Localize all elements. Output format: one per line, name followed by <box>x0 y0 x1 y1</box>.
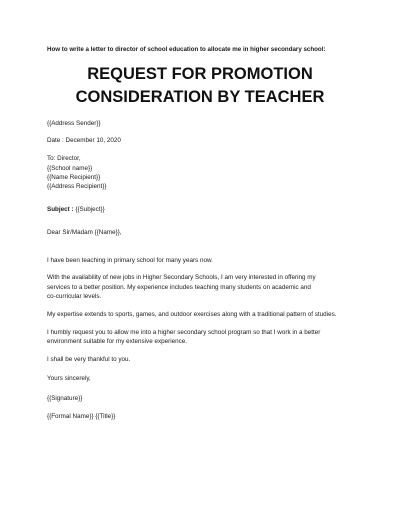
title-line-2: CONSIDERATION BY TEACHER <box>75 88 325 106</box>
recipient-address: {{Address Recipient}} <box>47 183 107 191</box>
address-sender: {{Address Sender}} <box>47 120 101 127</box>
paragraph-5-line: I shall be very thankful to you. <box>47 355 131 363</box>
paragraph-4-line: environment suitable for my extensive experience. <box>47 338 188 346</box>
recipient-name: {{Name Recipient}} <box>47 173 101 181</box>
paragraph-2 <box>47 273 357 302</box>
paragraph-2-line: services to a better position. My experience includes teaching many students on academic and <box>47 283 311 291</box>
salutation: Dear Sir/Madam {{Name}}, <box>47 229 122 237</box>
paragraph-1-line: I have been teaching in primary school for many years now. <box>47 256 213 264</box>
recipient-to: To: Director, <box>47 155 81 163</box>
formal-name: {{Formal Name}} {{Title}} <box>47 412 116 420</box>
date-line: Date : December 10, 2020 <box>47 137 121 145</box>
paragraph-2-line: With the availability of new jobs in Higher Secondary Schools, I am very interested in offering my <box>47 274 316 282</box>
paragraph-4-line: I humbly request you to allow me into a higher secondary school program so that I work in a better <box>47 328 321 336</box>
paragraph-4 <box>47 328 357 347</box>
recipient-school: {{School name}} <box>47 164 93 172</box>
closing: Yours sincerely, <box>47 375 91 383</box>
signature: {{Signature}} <box>47 394 83 402</box>
subject-label: Subject : <box>47 206 74 214</box>
paragraph-2-line: co-curricular levels. <box>47 293 102 301</box>
page-title <box>0 63 400 109</box>
subject-value: {{Subject}} <box>73 206 105 214</box>
intro-text: How to write a letter to director of school education to allocate me in higher secondary school: <box>47 46 326 53</box>
title-line-1: REQUEST FOR PROMOTION <box>87 65 313 83</box>
recipient-block <box>47 154 400 191</box>
paragraph-3 <box>47 310 357 320</box>
paragraph-3-line: My expertise extends to sports, games, and outdoor exercises along with a traditional pattern of studies. <box>47 311 337 318</box>
paragraph-1 <box>47 256 357 266</box>
paragraph-5 <box>47 355 357 365</box>
subject-line <box>47 205 400 214</box>
